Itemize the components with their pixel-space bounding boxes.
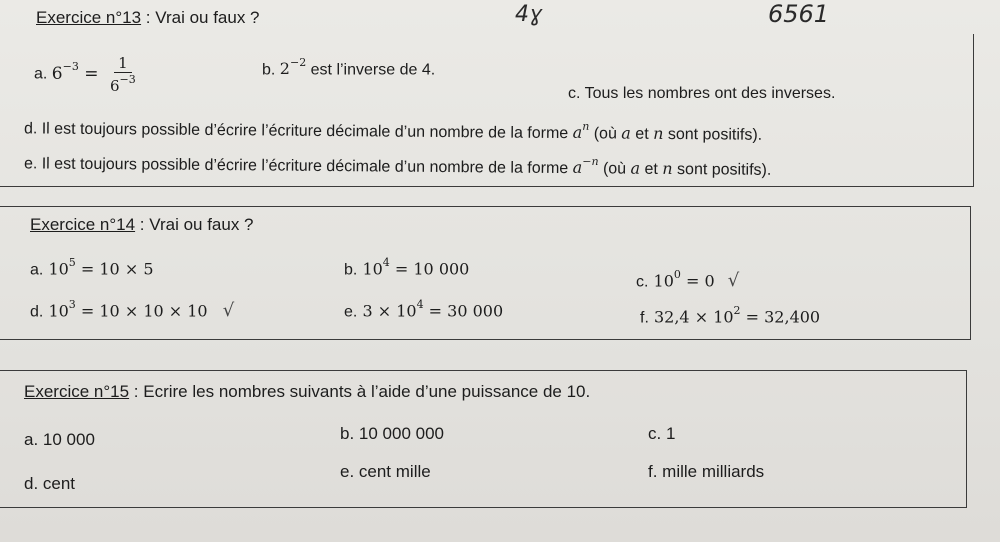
ex14-item-b [344,258,469,279]
math-exponent: 2 [733,304,741,317]
math-var: a [572,123,583,143]
item-text: e. Il est toujours possible d’écrire l’écriture décimale d’un nombre de la forme [23,155,569,178]
item-label: d. [30,303,44,321]
math-text: = 30 000 [423,301,504,321]
handwritten-check-icon: √ [222,300,235,322]
math-text: = 10 × 5 [75,259,154,279]
math-exponent: 5 [68,256,76,269]
handwritten-number: 6561 [768,0,830,28]
ex15-item-e: e. cent mille [340,462,431,481]
handwritten-note: 4ɣ [515,2,543,27]
math-text: 3 × 10 [362,301,417,321]
ex14-item-d [30,300,234,321]
math-exponent: 4 [382,256,390,269]
math-base: 10 [653,271,674,291]
ex14-item-f [640,306,820,327]
math-exponent: −3 [119,73,136,86]
item-label: c. [636,273,649,291]
ex13-item-c: c. Tous les nombres ont des inverses. [568,85,836,102]
exercise-15-instruction: : Ecrire les nombres suivants à l’aide d’une puissance de 10. [129,382,591,401]
math-exponent: n [582,119,590,133]
item-text: (où [598,160,631,178]
math-base: 10 [48,259,69,279]
item-text: et [640,160,663,178]
math-base: 6 [109,77,120,95]
exercise-15-title [24,382,590,402]
fraction-numerator: 1 [114,54,132,73]
item-text: et [630,125,654,143]
fraction [106,54,140,95]
math-var: a [572,158,583,178]
exercise-13-instruction: : Vrai ou faux ? [141,8,260,27]
math-var: a [630,158,641,178]
math-exponent: −n [582,154,599,169]
item-label: f. [640,309,649,327]
ex15-item-b: b. 10 000 000 [340,424,444,443]
math-text: 32,4 × 10 [653,307,734,327]
fraction-denominator [106,73,140,95]
ex14-item-c [636,270,739,291]
ex15-item-c: c. 1 [648,424,676,443]
exercise-14-title [30,215,254,235]
math-var: n [662,158,673,178]
exercise-14-number: Exercice n°14 [30,215,136,234]
ex15-item-a: a. 10 000 [24,430,95,449]
ex15-item-d: d. cent [24,474,76,493]
item-label: b. [344,261,358,279]
math-text: = 10 000 [389,259,470,279]
item-text: d. Il est toujours possible d’écrire l’écriture décimale d’un nombre de la forme [23,120,569,143]
math-text: = 10 × 10 × 10 [75,301,208,321]
math-exponent: −2 [289,56,307,69]
math-text: = 0 [680,271,715,291]
ex15-item-f: f. mille milliards [648,462,765,481]
item-text: sont positifs). [663,125,763,144]
exercise-13-number: Exercice n°13 [36,8,142,27]
math-text: = 32,400 [740,307,821,327]
ex13-item-b [262,58,435,79]
math-exponent: −3 [62,60,79,74]
math-exponent: 3 [68,298,76,311]
math-base: 10 [362,259,383,279]
math-var: a [621,123,631,143]
exercise-13-title [36,8,260,28]
math-exponent: 0 [673,268,681,281]
math-var: n [653,123,664,143]
equals-sign: = [84,63,99,84]
item-text: (où [589,125,622,143]
item-label: e. [344,303,358,321]
exercise-14-instruction: : Vrai ou faux ? [135,215,254,234]
math-base: 2 [279,59,290,79]
handwritten-check-icon: √ [727,270,740,292]
math-base: 6 [51,63,63,84]
exercise-15-number: Exercice n°15 [24,382,130,401]
ex14-item-a [30,258,154,279]
item-label: b. [262,61,276,79]
math-exponent: 4 [416,298,424,311]
item-label: a. [30,261,44,279]
item-label: a. [34,65,48,83]
item-text: sont positifs). [672,160,772,179]
item-text: est l’inverse de 4. [306,61,436,79]
ex13-item-a [34,54,143,95]
math-base: 10 [48,301,69,321]
ex14-item-e [344,300,503,321]
